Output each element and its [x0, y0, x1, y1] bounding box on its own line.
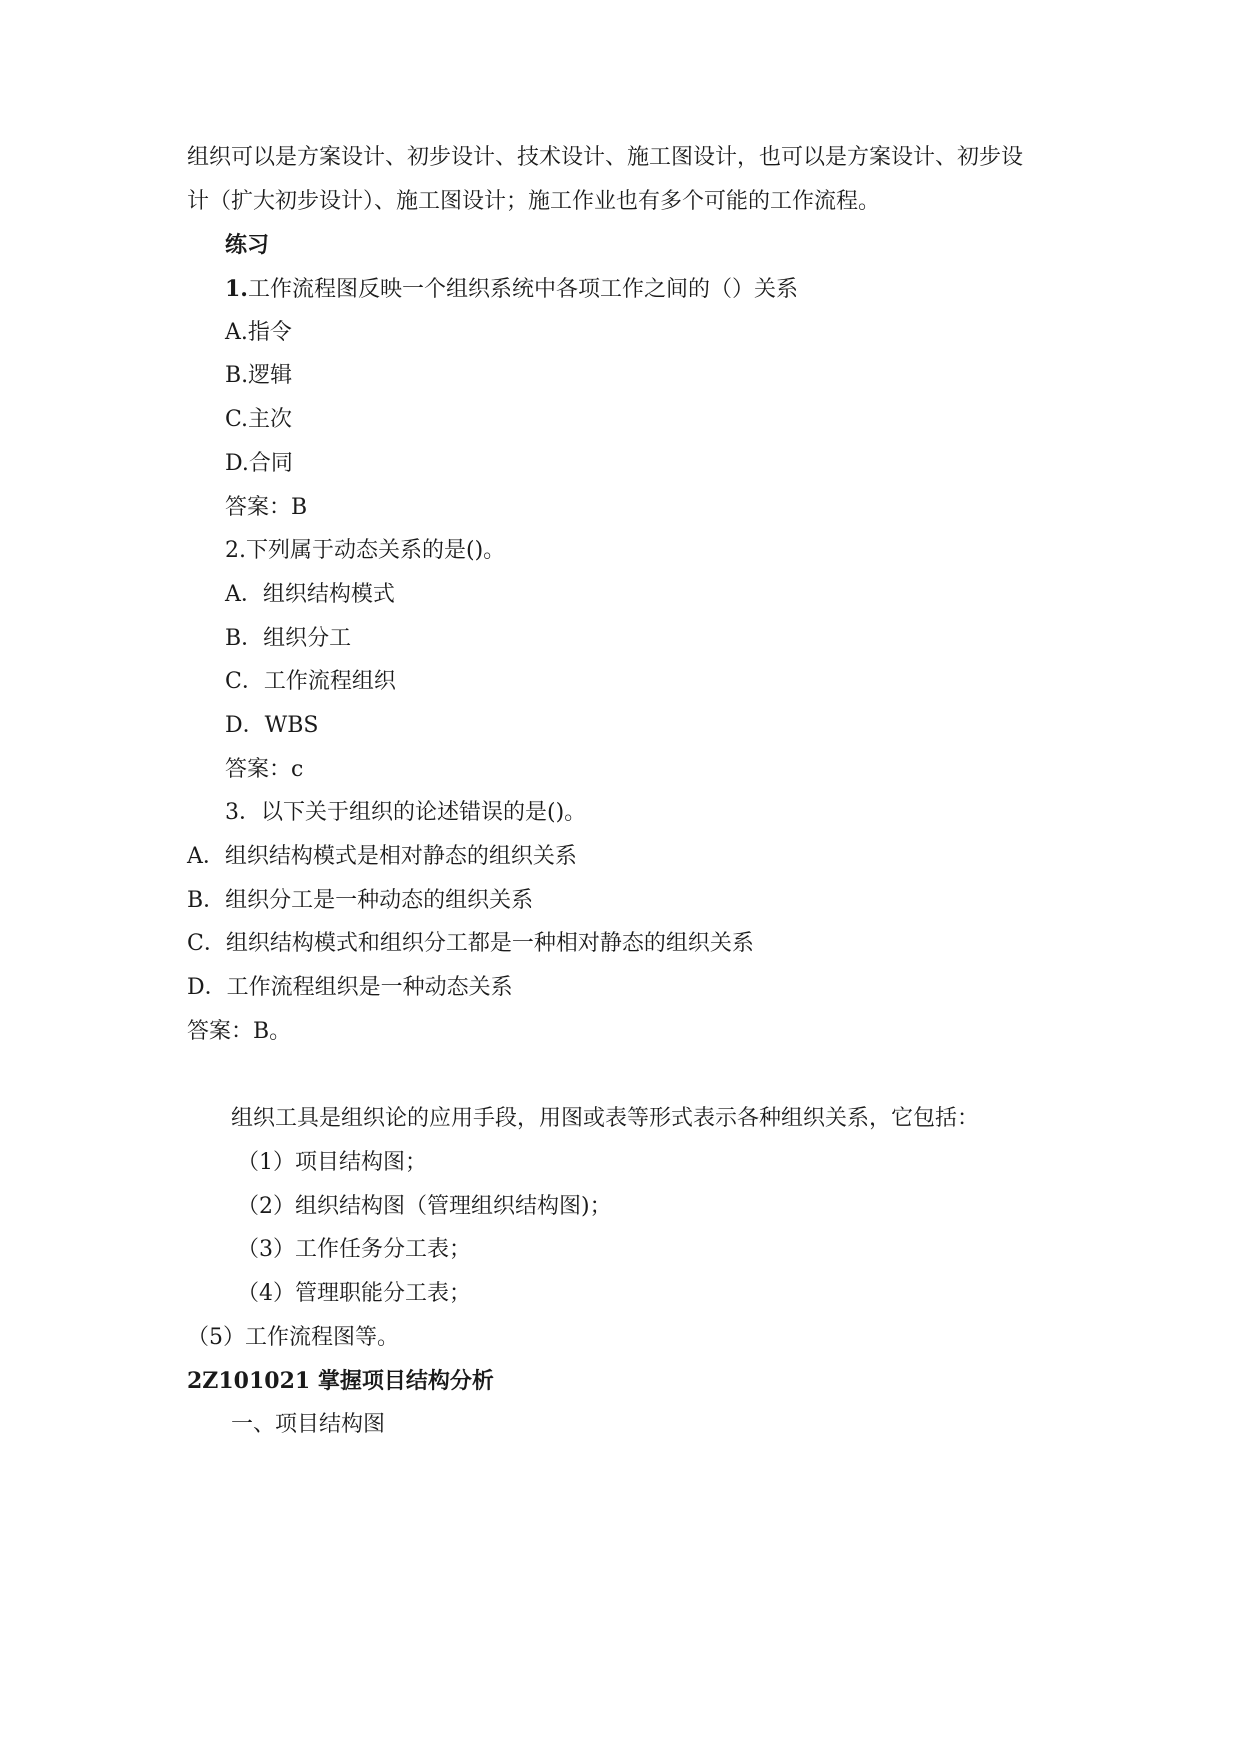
tools-intro: 组织工具是组织论的应用手段，用图或表等形式表示各种组织关系，它包括： [231, 1106, 980, 1131]
q2-stem: 2.下列属于动态关系的是()。 [225, 538, 506, 563]
q1-option-d: D.合同 [225, 451, 293, 476]
exercise-heading: 练习 [225, 232, 270, 258]
q2-option-c: C．工作流程组织 [225, 669, 396, 694]
q1-option-c: C.主次 [225, 407, 293, 432]
q3-option-a: A．组织结构模式是相对静态的组织关系 [187, 844, 577, 869]
q1-stem-text: 工作流程图反映一个组织系统中各项工作之间的（）关系 [247, 277, 798, 302]
q3-option-c: C．组织结构模式和组织分工都是一种相对静态的组织关系 [187, 931, 754, 956]
q1-answer: 答案：B [225, 495, 308, 520]
tools-item-3: （3）工作任务分工表； [237, 1237, 471, 1262]
q2-option-d: D．WBS [225, 713, 319, 738]
q2-answer: 答案：c [225, 757, 304, 782]
section-subheading: 一、项目结构图 [231, 1412, 386, 1437]
section-heading: 2Z101021 掌握项目结构分析 [187, 1368, 494, 1394]
q1-stem [225, 276, 798, 303]
q1-number: 1. [225, 276, 248, 302]
q3-option-b: B．组织分工是一种动态的组织关系 [187, 888, 534, 913]
q3-option-d: D．工作流程组织是一种动态关系 [187, 975, 513, 1000]
intro-line-2: 计（扩大初步设计）、施工图设计；施工作业也有多个可能的工作流程。 [187, 189, 881, 214]
tools-item-1: （1）项目结构图； [237, 1150, 427, 1175]
intro-line-1: 组织可以是方案设计、初步设计、技术设计、施工图设计，也可以是方案设计、初步设 [187, 145, 1024, 170]
q1-option-b: B.逻辑 [225, 363, 293, 388]
tools-item-5: （5）工作流程图等。 [187, 1325, 399, 1350]
q2-option-b: B．组织分工 [225, 626, 352, 651]
tools-item-4: （4）管理职能分工表； [237, 1281, 471, 1306]
q2-option-a: A．组织结构模式 [225, 582, 395, 607]
q1-option-a: A.指令 [225, 320, 292, 345]
q3-answer: 答案：B。 [187, 1019, 292, 1044]
tools-item-2: （2）组织结构图（管理组织结构图)； [237, 1194, 612, 1219]
q3-stem: 3．以下关于组织的论述错误的是()。 [225, 800, 587, 825]
